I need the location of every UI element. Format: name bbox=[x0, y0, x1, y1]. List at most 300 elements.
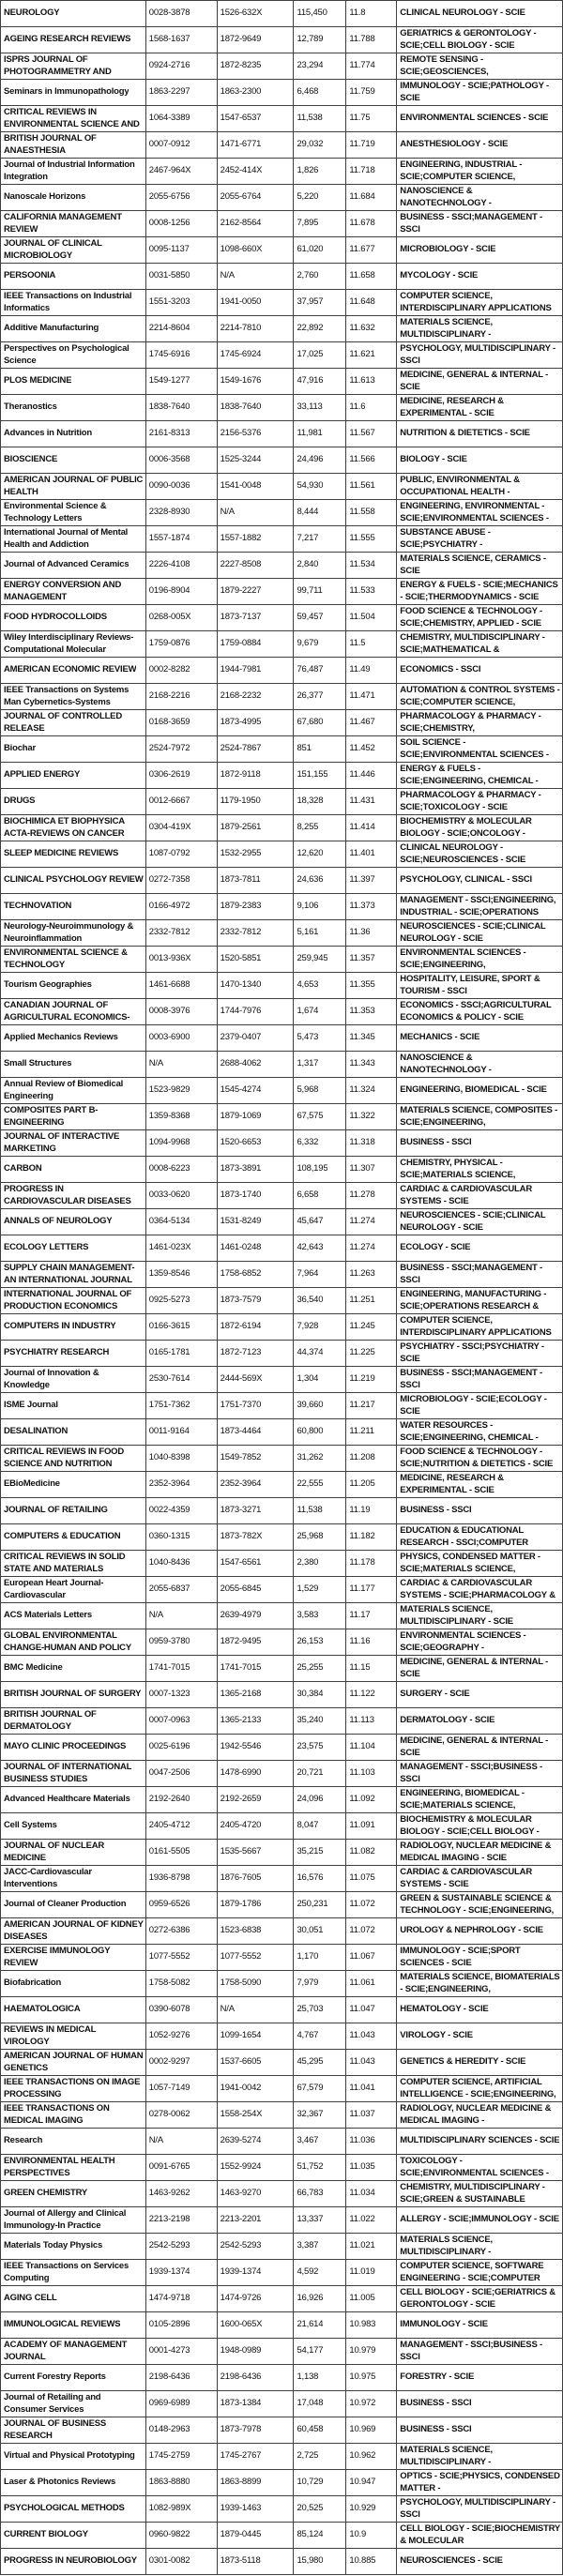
eissn-cell-text: 2192-2659 bbox=[220, 1794, 262, 1805]
table-row bbox=[1, 1183, 563, 1209]
journal-name-cell-text: CANADIAN JOURNAL OF AGRICULTURAL ECONOMICS- bbox=[4, 1000, 130, 1023]
total-cites-cell-text: 39,660 bbox=[297, 1400, 324, 1411]
journal-name-cell-text: FOOD HYDROCOLLOIDS bbox=[4, 612, 107, 623]
total-cites-cell-text: 29,032 bbox=[297, 139, 324, 150]
table-row bbox=[1, 2207, 563, 2234]
issn-cell bbox=[146, 1314, 218, 1340]
table-row bbox=[1, 1971, 563, 1997]
eissn-cell bbox=[218, 631, 295, 657]
issn-cell bbox=[146, 1997, 218, 2023]
total-cites-cell bbox=[294, 474, 346, 499]
eissn-cell bbox=[218, 1130, 295, 1156]
journal-name-cell-text: JOURNAL OF INTERACTIVE MARKETING bbox=[4, 1131, 120, 1154]
impact-factor-cell bbox=[346, 868, 397, 893]
table-row bbox=[1, 815, 563, 841]
impact-factor-cell-text: 11.205 bbox=[349, 1478, 375, 1490]
category-cell-text: MEDICINE, GENERAL & INTERNAL - SCIE bbox=[400, 1657, 549, 1679]
impact-factor-cell bbox=[346, 53, 397, 79]
impact-factor-cell bbox=[346, 474, 397, 499]
journal-name-cell bbox=[1, 973, 146, 998]
category-cell bbox=[397, 1209, 563, 1235]
impact-factor-cell bbox=[346, 421, 397, 447]
impact-factor-cell-text: 11.005 bbox=[349, 2293, 375, 2304]
table-row bbox=[1, 2523, 563, 2549]
journal-name-cell-text: CRITICAL REVIEWS IN SOLID STATE AND MATERIALS bbox=[4, 1552, 126, 1574]
eissn-cell bbox=[218, 1157, 295, 1182]
journal-name-cell bbox=[1, 684, 146, 709]
eissn-cell-text: 1879-2383 bbox=[220, 901, 262, 912]
total-cites-cell-text: 26,153 bbox=[297, 1636, 324, 1647]
issn-cell-text: 0008-6223 bbox=[148, 1163, 190, 1174]
category-cell-text: BIOLOGY - SCIE bbox=[400, 454, 467, 465]
category-cell-text: COMPUTER SCIENCE, SOFTWARE ENGINEERING - SCIE;COMPUTER bbox=[400, 2261, 544, 2283]
issn-cell bbox=[146, 290, 218, 315]
eissn-cell bbox=[218, 1472, 295, 1497]
impact-factor-cell-text: 11.658 bbox=[349, 270, 375, 281]
issn-cell-text: 1040-8436 bbox=[148, 1557, 190, 1568]
category-cell bbox=[397, 2050, 563, 2075]
eissn-cell bbox=[218, 1656, 295, 1681]
issn-cell-text: 0090-0036 bbox=[148, 480, 190, 492]
journal-name-cell bbox=[1, 2391, 146, 2417]
total-cites-cell-text: 11,538 bbox=[297, 1505, 323, 1516]
category-cell-text: MANAGEMENT - SSCI;ENGINEERING, INDUSTRIAL - SCIE;OPERATIONS bbox=[400, 895, 556, 917]
eissn-cell-text: 1557-1882 bbox=[220, 533, 262, 544]
eissn-cell-text: 2162-8564 bbox=[220, 218, 262, 229]
journal-name-cell-text: JACC-Cardiovascular Interventions bbox=[4, 1867, 92, 1889]
impact-factor-cell-text: 11.021 bbox=[349, 2240, 375, 2251]
category-cell-text: RADIOLOGY, NUCLEAR MEDICINE & MEDICAL IMAGING - SCIE bbox=[400, 1841, 552, 1863]
table-row bbox=[1, 2129, 563, 2155]
journal-name-cell bbox=[1, 841, 146, 867]
issn-cell bbox=[146, 684, 218, 709]
category-cell bbox=[397, 2312, 563, 2338]
eissn-cell-text: 1471-6771 bbox=[220, 139, 262, 150]
issn-cell bbox=[146, 1183, 218, 1208]
category-cell bbox=[397, 1735, 563, 1760]
table-row bbox=[1, 999, 563, 1025]
category-cell-text: BUSINESS - SSCI;MANAGEMENT - SSCI bbox=[400, 212, 542, 235]
total-cites-cell-text: 11,981 bbox=[297, 428, 323, 439]
total-cites-cell bbox=[294, 342, 346, 368]
journal-name-cell-text: Advanced Healthcare Materials bbox=[4, 1794, 130, 1805]
eissn-cell-text: 1872-6194 bbox=[220, 1321, 262, 1332]
issn-cell bbox=[146, 2234, 218, 2259]
table-row bbox=[1, 2181, 563, 2207]
total-cites-cell-text: 115,450 bbox=[297, 8, 327, 19]
issn-cell bbox=[146, 2496, 218, 2522]
total-cites-cell-text: 5,161 bbox=[297, 927, 319, 938]
category-cell bbox=[397, 1078, 563, 1103]
category-cell-text: ENVIRONMENTAL SCIENCES - SCIE;GEOGRAPHY - bbox=[400, 1630, 526, 1653]
issn-cell-text: 0095-1137 bbox=[148, 244, 190, 255]
category-cell bbox=[397, 763, 563, 788]
journal-name-cell-text: IEEE Transactions on Systems Man Cybernetics-Systems bbox=[4, 685, 129, 707]
journal-name-cell-text: ENVIRONMENTAL SCIENCE & TECHNOLOGY bbox=[4, 947, 128, 970]
total-cites-cell bbox=[294, 1419, 346, 1445]
category-cell-text: PSYCHIATRY - SSCI;PSYCHIATRY - SCIE bbox=[400, 1341, 544, 1364]
journal-name-cell bbox=[1, 2234, 146, 2259]
total-cites-cell-text: 36,540 bbox=[297, 1295, 324, 1306]
eissn-cell-text: 1873-7811 bbox=[220, 874, 261, 886]
table-row bbox=[1, 684, 563, 710]
total-cites-cell-text: 23,575 bbox=[297, 1741, 324, 1752]
impact-factor-cell-text: 10.947 bbox=[349, 2477, 376, 2488]
total-cites-cell bbox=[294, 841, 346, 867]
issn-cell-text: 0272-6386 bbox=[148, 1925, 190, 1936]
issn-cell bbox=[146, 2339, 218, 2364]
impact-factor-cell bbox=[346, 1892, 397, 1917]
category-cell bbox=[397, 185, 563, 210]
impact-factor-cell-text: 11.278 bbox=[349, 1190, 375, 1201]
impact-factor-cell-text: 10.962 bbox=[349, 2450, 376, 2462]
journal-name-cell bbox=[1, 894, 146, 919]
impact-factor-cell bbox=[346, 500, 397, 525]
table-row bbox=[1, 1997, 563, 2023]
eissn-cell bbox=[218, 815, 295, 841]
total-cites-cell bbox=[294, 526, 346, 552]
eissn-cell bbox=[218, 789, 295, 814]
total-cites-cell-text: 12,620 bbox=[297, 848, 324, 859]
issn-cell bbox=[146, 1419, 218, 1445]
issn-cell bbox=[146, 237, 218, 263]
impact-factor-cell bbox=[346, 1367, 397, 1392]
issn-cell bbox=[146, 1551, 218, 1576]
issn-cell bbox=[146, 500, 218, 525]
issn-cell-text: 0959-3780 bbox=[148, 1636, 190, 1647]
table-row bbox=[1, 1656, 563, 1682]
impact-factor-cell-text: 11.555 bbox=[349, 533, 375, 544]
total-cites-cell-text: 6,332 bbox=[297, 1137, 319, 1148]
total-cites-cell-text: 45,647 bbox=[297, 1216, 324, 1227]
impact-factor-cell bbox=[346, 1419, 397, 1445]
eissn-cell bbox=[218, 2260, 295, 2285]
issn-cell-text: 0272-7358 bbox=[148, 874, 190, 886]
journal-name-cell bbox=[1, 1918, 146, 1944]
category-cell bbox=[397, 868, 563, 893]
eissn-cell-text: 1523-6838 bbox=[220, 1925, 262, 1936]
impact-factor-cell bbox=[346, 2234, 397, 2259]
eissn-cell bbox=[218, 474, 295, 499]
total-cites-cell bbox=[294, 290, 346, 315]
total-cites-cell bbox=[294, 1682, 346, 1707]
eissn-cell-text: 1863-8899 bbox=[220, 2477, 262, 2488]
journal-name-cell bbox=[1, 947, 146, 972]
category-cell bbox=[397, 395, 563, 420]
impact-factor-cell bbox=[346, 1629, 397, 1655]
table-row bbox=[1, 2155, 563, 2181]
total-cites-cell-text: 6,468 bbox=[297, 86, 319, 98]
eissn-cell bbox=[218, 710, 295, 735]
issn-cell-text: 0105-2896 bbox=[148, 2319, 190, 2330]
eissn-cell-text: 2198-6436 bbox=[220, 2371, 262, 2383]
impact-factor-cell bbox=[346, 2470, 397, 2495]
issn-cell bbox=[146, 2365, 218, 2390]
impact-factor-cell-text: 11.561 bbox=[349, 480, 375, 492]
total-cites-cell-text: 30,051 bbox=[297, 1925, 324, 1936]
issn-cell bbox=[146, 1025, 218, 1051]
issn-cell-text: 0969-6989 bbox=[148, 2398, 190, 2409]
impact-factor-cell bbox=[346, 1183, 397, 1208]
issn-cell bbox=[146, 1157, 218, 1182]
eissn-cell-text: N/A bbox=[220, 507, 235, 518]
impact-factor-cell-text: 11.719 bbox=[349, 139, 375, 150]
total-cites-cell bbox=[294, 999, 346, 1024]
total-cites-cell bbox=[294, 1052, 346, 1077]
journal-name-cell bbox=[1, 815, 146, 841]
journal-name-cell-text: GLOBAL ENVIRONMENTAL CHANGE-HUMAN AND POLICY bbox=[4, 1630, 131, 1653]
impact-factor-cell-text: 11.533 bbox=[349, 585, 375, 597]
journal-name-cell bbox=[1, 316, 146, 341]
impact-factor-cell bbox=[346, 1918, 397, 1944]
table-row bbox=[1, 553, 563, 579]
journal-name-cell bbox=[1, 605, 146, 630]
impact-factor-cell bbox=[346, 342, 397, 368]
journal-name-cell bbox=[1, 736, 146, 762]
impact-factor-cell bbox=[346, 2129, 397, 2154]
journal-name-cell bbox=[1, 1314, 146, 1340]
eissn-cell-text: 1873-7137 bbox=[220, 612, 262, 623]
category-cell bbox=[397, 1708, 563, 1734]
category-cell-text: MATERIALS SCIENCE, BIOMATERIALS - SCIE;ENGINEERING, bbox=[400, 1972, 560, 1994]
category-cell bbox=[397, 500, 563, 525]
category-cell bbox=[397, 474, 563, 499]
total-cites-cell-text: 8,047 bbox=[297, 1820, 319, 1831]
total-cites-cell bbox=[294, 2155, 346, 2180]
category-cell bbox=[397, 553, 563, 578]
eissn-cell-text: 2168-2232 bbox=[220, 690, 262, 702]
issn-cell-text: 0168-3659 bbox=[148, 717, 190, 728]
impact-factor-cell bbox=[346, 1813, 397, 1839]
total-cites-cell-text: 259,945 bbox=[297, 953, 328, 964]
table-row bbox=[1, 1104, 563, 1130]
journal-name-cell-text: ENVIRONMENTAL HEALTH PERSPECTIVES bbox=[4, 2156, 115, 2178]
impact-factor-cell-text: 11.431 bbox=[349, 796, 375, 807]
issn-cell-text: 0278-0062 bbox=[148, 2109, 190, 2120]
issn-cell-text: 2226-4108 bbox=[148, 559, 190, 570]
total-cites-cell-text: 1,170 bbox=[297, 1951, 319, 1962]
journal-name-cell-text: SLEEP MEDICINE REVIEWS bbox=[4, 848, 119, 859]
impact-factor-cell bbox=[346, 290, 397, 315]
total-cites-cell-text: 23,294 bbox=[297, 60, 324, 71]
eissn-cell-text: 2639-4979 bbox=[220, 1610, 262, 1621]
journal-name-cell-text: PSYCHIATRY RESEARCH bbox=[4, 1347, 110, 1358]
category-cell bbox=[397, 736, 563, 762]
issn-cell-text: 1082-989X bbox=[148, 2503, 191, 2514]
total-cites-cell-text: 25,703 bbox=[297, 2004, 324, 2015]
table-row bbox=[1, 2549, 563, 2575]
total-cites-cell-text: 37,957 bbox=[297, 296, 324, 308]
total-cites-cell bbox=[294, 53, 346, 79]
journal-name-cell bbox=[1, 1157, 146, 1182]
eissn-cell-text: 1744-7976 bbox=[220, 1006, 262, 1017]
category-cell-text: TOXICOLOGY - SCIE;ENVIRONMENTAL SCIENCES - bbox=[400, 2156, 549, 2178]
table-row bbox=[1, 1945, 563, 1971]
category-cell-text: CARDIAC & CARDIOVASCULAR SYSTEMS - SCIE bbox=[400, 1867, 532, 1889]
journal-name-cell bbox=[1, 631, 146, 657]
total-cites-cell bbox=[294, 1235, 346, 1261]
total-cites-cell-text: 5,220 bbox=[297, 191, 319, 203]
total-cites-cell bbox=[294, 1183, 346, 1208]
category-cell bbox=[397, 2496, 563, 2522]
impact-factor-cell bbox=[346, 1078, 397, 1103]
journal-name-cell bbox=[1, 1813, 146, 1839]
category-cell bbox=[397, 947, 563, 972]
impact-factor-cell-text: 10.969 bbox=[349, 2424, 376, 2435]
table-row bbox=[1, 1052, 563, 1078]
eissn-cell bbox=[218, 2076, 295, 2101]
journal-name-cell bbox=[1, 526, 146, 552]
issn-cell bbox=[146, 27, 218, 53]
journal-name-cell-text: ISME Journal bbox=[4, 1400, 58, 1411]
journal-name-cell bbox=[1, 106, 146, 131]
impact-factor-cell bbox=[346, 1, 397, 26]
category-cell-text: ECONOMICS - SSCI bbox=[400, 664, 481, 675]
journal-name-cell-text: PSYCHOLOGICAL METHODS bbox=[4, 2503, 125, 2514]
total-cites-cell bbox=[294, 447, 346, 473]
impact-factor-cell-text: 11.759 bbox=[349, 86, 375, 98]
category-cell bbox=[397, 1130, 563, 1156]
category-cell-text: SURGERY - SCIE bbox=[400, 1689, 470, 1700]
eissn-cell bbox=[218, 947, 295, 972]
table-row bbox=[1, 1682, 563, 1708]
eissn-cell-text: 1863-2300 bbox=[220, 86, 262, 98]
impact-factor-cell bbox=[346, 211, 397, 236]
issn-cell bbox=[146, 1892, 218, 1917]
impact-factor-cell bbox=[346, 1945, 397, 1970]
journal-name-cell-text: Nanoscale Horizons bbox=[4, 191, 86, 203]
issn-cell-text: 0196-8904 bbox=[148, 585, 190, 597]
journal-name-cell-text: JOURNAL OF NUCLEAR MEDICINE bbox=[4, 1841, 105, 1863]
category-cell bbox=[397, 1787, 563, 1812]
issn-cell bbox=[146, 2181, 218, 2206]
journal-name-cell-text: Cell Systems bbox=[4, 1820, 57, 1831]
total-cites-cell-text: 24,636 bbox=[297, 874, 324, 886]
total-cites-cell bbox=[294, 2549, 346, 2574]
impact-factor-cell-text: 11.251 bbox=[349, 1295, 375, 1306]
impact-factor-cell bbox=[346, 526, 397, 552]
impact-factor-cell-text: 11.092 bbox=[349, 1794, 375, 1805]
journal-name-cell-text: PLOS MEDICINE bbox=[4, 375, 72, 386]
impact-factor-cell-text: 10.885 bbox=[349, 2555, 376, 2567]
issn-cell bbox=[146, 815, 218, 841]
journal-name-cell bbox=[1, 1629, 146, 1655]
issn-cell bbox=[146, 2312, 218, 2338]
journal-name-cell bbox=[1, 658, 146, 683]
category-cell bbox=[397, 211, 563, 236]
eissn-cell-text: 1537-6605 bbox=[220, 2056, 262, 2068]
eissn-cell bbox=[218, 841, 295, 867]
journal-name-cell-text: Small Structures bbox=[4, 1058, 72, 1069]
category-cell-text: MATERIALS SCIENCE, MULTIDISCIPLINARY - SCIE bbox=[400, 1604, 513, 1627]
eissn-cell-text: 1365-2133 bbox=[220, 1715, 262, 1726]
issn-cell-text: 0924-2716 bbox=[148, 60, 190, 71]
journal-name-cell-text: COMPOSITES PART B-ENGINEERING bbox=[4, 1105, 99, 1128]
eissn-cell-text: 2055-6764 bbox=[220, 191, 262, 203]
impact-factor-cell bbox=[346, 1708, 397, 1734]
journal-name-cell-text: REVIEWS IN MEDICAL VIROLOGY bbox=[4, 2024, 97, 2047]
issn-cell-text: 1745-2759 bbox=[148, 2450, 190, 2462]
impact-factor-cell-text: 10.929 bbox=[349, 2503, 376, 2514]
category-cell-text: PHARMACOLOGY & PHARMACY - SCIE;CHEMISTRY, bbox=[400, 711, 541, 734]
total-cites-cell-text: 20,721 bbox=[297, 1767, 324, 1779]
total-cites-cell-text: 7,928 bbox=[297, 1321, 319, 1332]
issn-cell-text: 1474-9718 bbox=[148, 2293, 190, 2304]
total-cites-cell bbox=[294, 185, 346, 210]
impact-factor-cell-text: 11.5 bbox=[349, 638, 366, 649]
category-cell bbox=[397, 1840, 563, 1865]
impact-factor-cell bbox=[346, 2417, 397, 2443]
impact-factor-cell-text: 11.632 bbox=[349, 323, 375, 334]
journal-name-cell bbox=[1, 789, 146, 814]
category-cell bbox=[397, 2417, 563, 2443]
total-cites-cell-text: 10,729 bbox=[297, 2477, 324, 2488]
eissn-cell bbox=[218, 1235, 295, 1261]
eissn-cell bbox=[218, 2050, 295, 2075]
issn-cell bbox=[146, 1629, 218, 1655]
journal-name-cell bbox=[1, 2523, 146, 2548]
category-cell-text: FORESTRY - SCIE bbox=[400, 2371, 475, 2383]
total-cites-cell-text: 1,317 bbox=[297, 1058, 319, 1069]
impact-factor-cell-text: 11.104 bbox=[349, 1741, 375, 1752]
journal-name-cell-text: JOURNAL OF BUSINESS RESEARCH bbox=[4, 2418, 106, 2441]
total-cites-cell bbox=[294, 947, 346, 972]
impact-factor-cell bbox=[346, 1498, 397, 1523]
table-row bbox=[1, 2102, 563, 2129]
eissn-cell bbox=[218, 2312, 295, 2338]
eissn-cell-text: 1758-6852 bbox=[220, 1268, 262, 1280]
issn-cell bbox=[146, 973, 218, 998]
impact-factor-cell-text: 11.177 bbox=[349, 1583, 375, 1595]
issn-cell-text: 0268-005X bbox=[148, 612, 191, 623]
total-cites-cell bbox=[294, 1446, 346, 1471]
total-cites-cell bbox=[294, 2129, 346, 2154]
journal-name-cell bbox=[1, 1524, 146, 1550]
impact-factor-cell bbox=[346, 2050, 397, 2075]
issn-cell bbox=[146, 447, 218, 473]
total-cites-cell bbox=[294, 2312, 346, 2338]
impact-factor-cell bbox=[346, 1735, 397, 1760]
journal-name-cell-text: COMPUTERS & EDUCATION bbox=[4, 1531, 121, 1542]
total-cites-cell bbox=[294, 106, 346, 131]
impact-factor-cell-text: 11.774 bbox=[349, 60, 375, 71]
table-row bbox=[1, 185, 563, 211]
impact-factor-cell bbox=[346, 2286, 397, 2311]
journal-name-cell bbox=[1, 342, 146, 368]
impact-factor-cell-text: 11.035 bbox=[349, 2161, 375, 2173]
journal-name-cell-text: MAYO CLINIC PROCEEDINGS bbox=[4, 1741, 127, 1752]
impact-factor-cell-text: 11.318 bbox=[349, 1137, 375, 1148]
issn-cell bbox=[146, 1524, 218, 1550]
eissn-cell-text: 1872-9495 bbox=[220, 1636, 262, 1647]
eissn-cell-text: 1558-254X bbox=[220, 2109, 263, 2120]
total-cites-cell bbox=[294, 1866, 346, 1891]
impact-factor-cell-text: 11.245 bbox=[349, 1321, 375, 1332]
eissn-cell-text: 1944-7981 bbox=[220, 664, 262, 675]
eissn-cell-text: 2227-8508 bbox=[220, 559, 262, 570]
category-cell bbox=[397, 710, 563, 735]
issn-cell-text: 2524-7972 bbox=[148, 743, 190, 754]
issn-cell bbox=[146, 2417, 218, 2443]
impact-factor-cell-text: 11.534 bbox=[349, 559, 375, 570]
impact-factor-cell-text: 11.566 bbox=[349, 454, 375, 465]
total-cites-cell bbox=[294, 2444, 346, 2469]
issn-cell-text: 1741-7015 bbox=[148, 1662, 190, 1674]
impact-factor-cell-text: 11.037 bbox=[349, 2109, 375, 2120]
issn-cell bbox=[146, 868, 218, 893]
category-cell bbox=[397, 973, 563, 998]
impact-factor-cell bbox=[346, 80, 397, 105]
